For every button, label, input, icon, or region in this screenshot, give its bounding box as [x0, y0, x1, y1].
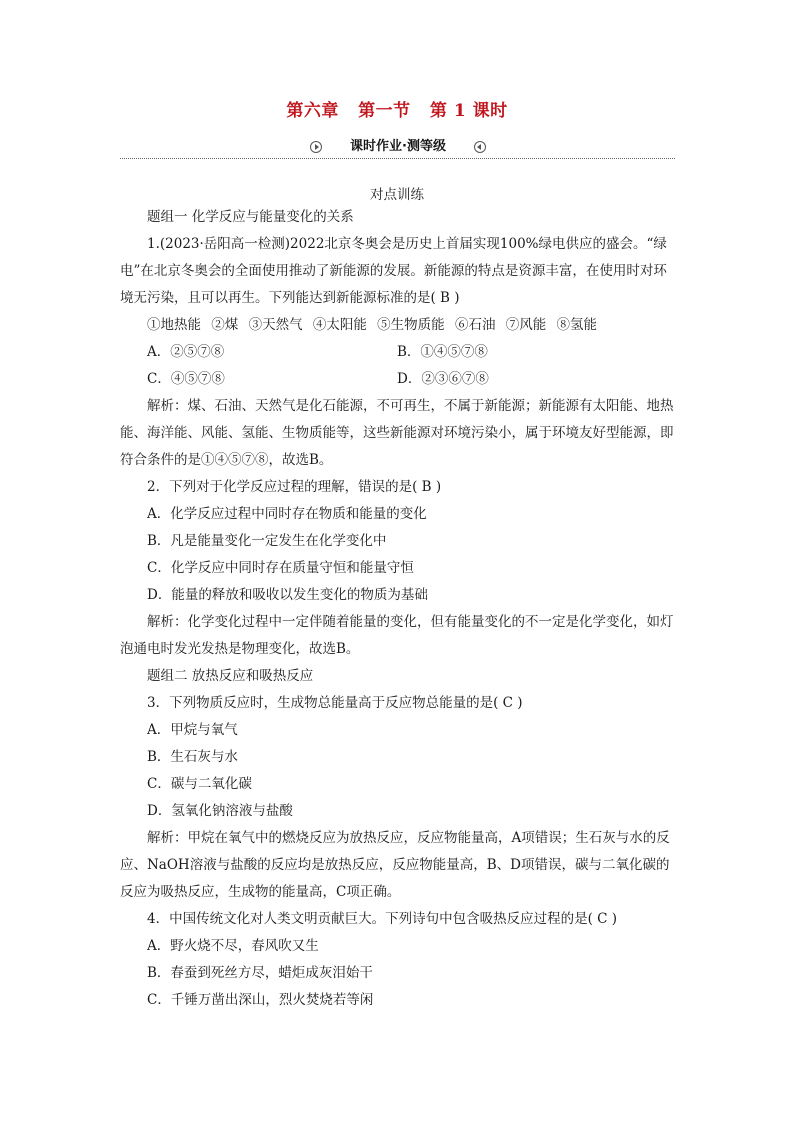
question-stem: 1.(2023·岳阳高一检测)2022北京冬奥会是历史上首届实现100%绿电供应的盛会。“绿电”在北京冬奥会的全面使用推动了新能源的发展。新能源的特点是资源丰富，在使用时对环境无污染，且可以再生。下列能达到新能源标准的是( B ) — [120, 236, 667, 306]
option-d: D．②③⑥⑦⑧ — [397, 371, 489, 387]
question-stem: 2．下列对于化学反应过程的理解，错误的是( B ) — [147, 479, 442, 495]
group-title: 题组一 化学反应与能量变化的关系 — [147, 209, 354, 225]
section-badge — [308, 138, 488, 156]
option-c: C．④⑤⑦⑧ — [147, 371, 225, 387]
option-b: B．凡是能量变化一定发生在化学变化中 — [147, 533, 387, 549]
dotted-line — [120, 158, 675, 159]
option-a: A．甲烷与氧气 — [147, 722, 238, 738]
option-b: B．生石灰与水 — [147, 749, 238, 765]
option-c: C．化学反应中同时存在质量守恒和能量守恒 — [147, 560, 414, 576]
question-stem: 4．中国传统文化对人类文明贡献巨大。下列诗句中包含吸热反应过程的是( C ) — [147, 911, 618, 927]
option-c: C．千锤万凿出深山，烈火焚烧若等闲 — [147, 992, 374, 1008]
option-c: C．碳与二氧化碳 — [147, 776, 252, 792]
analysis: 解析：化学变化过程中一定伴随着能量的变化，但有能量变化的不一定是化学变化，如灯泡通电时发光发热是物理变化，故选B。 — [120, 614, 674, 657]
section-title: 对点训练 — [370, 187, 424, 203]
option-b: B．①④⑤⑦⑧ — [397, 344, 488, 360]
question-stem: 3．下列物质反应时，生成物总能量高于反应物总能量的是( C ) — [147, 695, 523, 711]
option-row — [120, 339, 675, 366]
energy-sources-list: ①地热能 ②煤 ③天然气 ④太阳能 ⑤生物质能 ⑥石油 ⑦风能 ⑧氢能 — [147, 317, 598, 333]
analysis: 解析：煤、石油、天然气是化石能源，不可再生，不属于新能源；新能源有太阳能、地热能、海洋能、风能、氢能、生物质能等，这些新能源对环境污染小，属于环境友好型能源，即符合条件的是①④⑤⑦⑧，故选B。 — [120, 398, 674, 468]
group-title: 题组二 放热反应和吸热反应 — [147, 668, 314, 684]
option-b: B．春蚕到死丝方尽，蜡炬成灰泪始干 — [147, 965, 373, 981]
option-a: A．②⑤⑦⑧ — [147, 344, 225, 360]
play-right-icon — [310, 141, 322, 153]
option-d: D．氢氧化钠溶液与盐酸 — [147, 803, 293, 819]
content-body — [120, 204, 675, 1014]
option-a: A．化学反应过程中同时存在物质和能量的变化 — [147, 506, 427, 522]
header-divider — [120, 138, 675, 158]
chapter-title: 第六章 第一节 第 1 课时 — [286, 101, 508, 121]
option-row — [120, 366, 675, 393]
badge-label: 课时作业·测等级 — [350, 139, 446, 154]
analysis: 解析：甲烷在氧气中的燃烧反应为放热反应，反应物能量高，A项错误；生石灰与水的反应、NaOH溶液与盐酸的反应均是放热反应，反应物能量高，B、D项错误，碳与二氧化碳的反应为吸热反应，生成物的能量高，C项正确。 — [120, 830, 670, 900]
play-left-icon — [474, 141, 486, 153]
option-a: A．野火烧不尽，春风吹又生 — [147, 938, 319, 954]
option-d: D．能量的释放和吸收以发生变化的物质为基础 — [147, 587, 428, 603]
